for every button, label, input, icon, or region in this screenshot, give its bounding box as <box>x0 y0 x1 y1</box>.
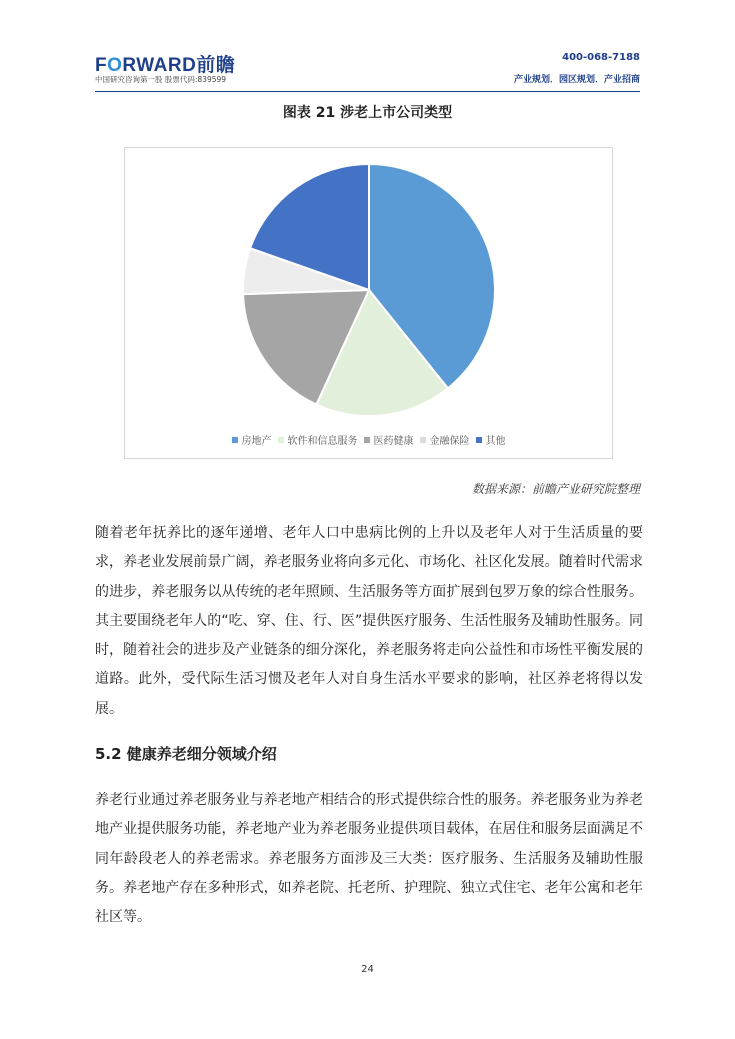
logo-rest: RWARD前瞻 <box>122 55 236 76</box>
page-number: 24 <box>361 964 374 975</box>
legend-label: 医药健康 <box>373 436 414 447</box>
legend-label: 金融保险 <box>429 436 470 447</box>
pie-chart-container <box>124 147 613 459</box>
legend-item-1 <box>278 432 358 447</box>
header-phone: 400-068-7188 <box>562 52 640 63</box>
legend-label: 房地产 <box>241 436 272 447</box>
header-slogan: 产业规划．园区规划．产业招商 <box>513 75 640 85</box>
logo-letter-o: O <box>107 55 123 76</box>
legend-swatch <box>364 437 370 443</box>
data-source: 数据来源：前瞻产业研究院整理 <box>471 482 640 496</box>
legend-item-4 <box>476 432 506 447</box>
brand-logo <box>95 50 235 77</box>
pie-chart <box>125 148 612 428</box>
chart-legend <box>125 432 612 447</box>
figure-title: 图表 21 涉老上市公司类型 <box>282 105 453 121</box>
legend-item-3 <box>420 432 470 447</box>
page-header <box>95 48 640 92</box>
section-heading: 5.2 健康养老细分领域介绍 <box>95 745 277 763</box>
legend-label: 软件和信息服务 <box>287 436 358 447</box>
legend-item-0 <box>232 432 272 447</box>
legend-item-2 <box>364 432 414 447</box>
legend-label: 其他 <box>485 436 506 447</box>
body-paragraph-1: 随着老年抚养比的逐年递增、老年人口中患病比例的上升以及老年人对于生活质量的要求，养老业发展前景广阔，养老服务业将向多元化、市场化、社区化发展。随着时代需求的进步，养老服务以从传统的老年照顾、生活服务等方面扩展到包罗万象的综合性服务。其主要围绕老年人的“吃、穿、住、行、医”提供医疗服务、生活性服务及辅助性服务。同时，随着社会的进步及产业链条的细分深化，养老服务将走向公益性和市场性平衡发展的道路。此外，受代际生活习惯及老年人对自身生活水平要求的影响，社区养老将得以发展。 <box>95 525 643 717</box>
legend-swatch <box>278 437 284 443</box>
body-paragraph-2: 养老行业通过养老服务业与养老地产相结合的形式提供综合性的服务。养老服务业为养老地产业提供服务功能，养老地产业为养老服务业提供项目载体，在居住和服务层面满足不同年龄段老人的养老需求。养老服务方面涉及三大类：医疗服务、生活服务及辅助性服务。养老地产存在多种形式，如养老院、托老所、护理院、独立式住宅、老年公寓和老年社区等。 <box>95 792 643 926</box>
legend-swatch <box>232 437 238 443</box>
brand-tagline: 中国研究咨询第一股 股票代码:839599 <box>95 75 227 84</box>
legend-swatch <box>420 437 426 443</box>
legend-swatch <box>476 437 482 443</box>
header-divider <box>95 91 640 92</box>
logo-letter-f: F <box>95 55 108 76</box>
